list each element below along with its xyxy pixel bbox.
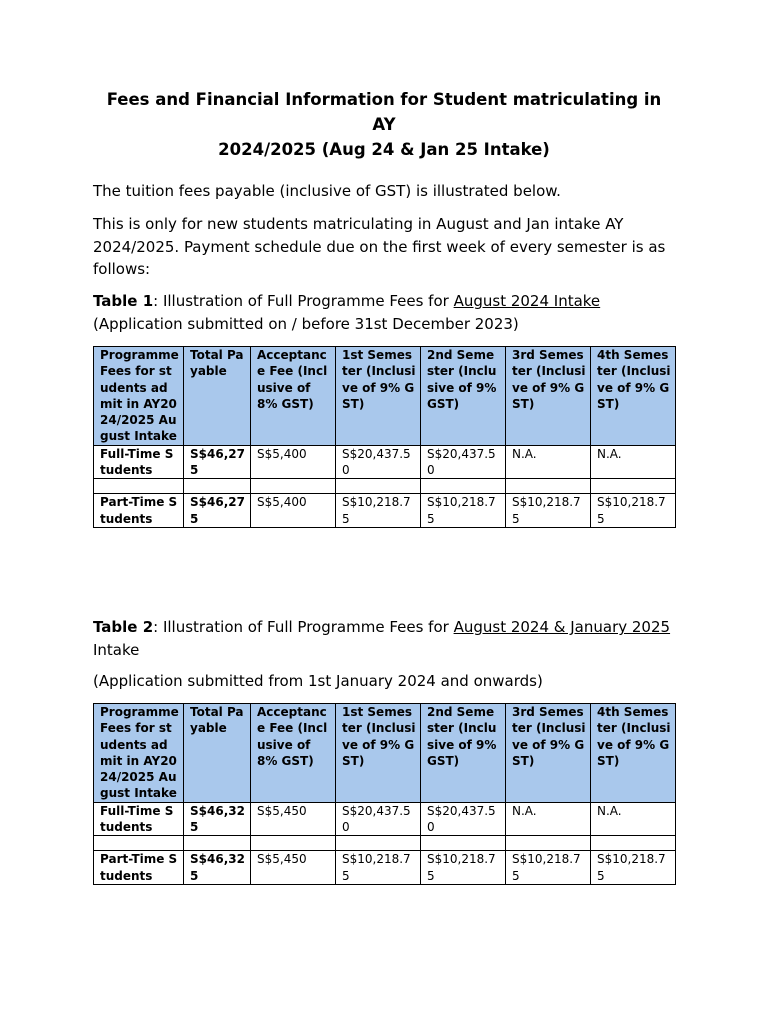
title-line-2: 2024/2025 (Aug 24 & Jan 25 Intake) xyxy=(218,140,550,159)
table-row xyxy=(94,445,676,479)
table-cell: S$20,437.50 xyxy=(336,445,421,479)
intro-paragraph-1: The tuition fees payable (inclusive of GST) is illustrated below. xyxy=(93,182,561,200)
table-1-caption xyxy=(93,290,683,335)
table-cell: S$20,437.50 xyxy=(421,445,506,479)
table-2-subcaption: (Application submitted from 1st January 2024 and onwards) xyxy=(93,672,543,690)
empty-cell xyxy=(591,479,676,494)
empty-cell xyxy=(336,836,421,851)
table-row xyxy=(94,494,676,528)
empty-cell xyxy=(506,479,591,494)
header-cell: Total Payable xyxy=(184,704,251,803)
table-cell: S$10,218.75 xyxy=(421,494,506,528)
table-cell: S$5,450 xyxy=(251,851,336,885)
table-cell: S$10,218.75 xyxy=(506,494,591,528)
table-cell: N.A. xyxy=(591,445,676,479)
table-cell: S$20,437.50 xyxy=(421,802,506,836)
table-2-label: Table 2 xyxy=(93,618,154,636)
table-cell: N.A. xyxy=(506,802,591,836)
header-cell: 2nd Semester (Inclusive of 9% GST) xyxy=(421,347,506,446)
table-2-caption-suffix: Intake xyxy=(93,640,140,659)
table-cell: S$10,218.75 xyxy=(591,851,676,885)
table-1-caption-prefix: : Illustration of Full Programme Fees for xyxy=(153,292,454,310)
table-cell: N.A. xyxy=(506,445,591,479)
empty-cell xyxy=(421,479,506,494)
table-cell: S$10,218.75 xyxy=(336,851,421,885)
empty-cell xyxy=(94,836,184,851)
table-cell: S$5,400 xyxy=(251,445,336,479)
header-cell: Acceptance Fee (Inclusive of 8% GST) xyxy=(251,704,336,803)
table-1-label: Table 1 xyxy=(93,292,154,310)
empty-cell xyxy=(94,479,184,494)
table-2-caption xyxy=(93,616,683,661)
empty-cell xyxy=(506,836,591,851)
table-cell: S$10,218.75 xyxy=(336,494,421,528)
header-cell: Programme Fees for students admit in AY2024/2025 August Intake xyxy=(94,704,184,803)
empty-cell xyxy=(251,479,336,494)
table-header-row xyxy=(94,704,676,803)
empty-cell xyxy=(591,836,676,851)
table-row xyxy=(94,802,676,836)
table-cell: S$5,450 xyxy=(251,802,336,836)
fees-table-1 xyxy=(93,346,676,528)
total-payable-cell: S$46,325 xyxy=(184,851,251,885)
intro-paragraph-2: This is only for new students matriculating in August and Jan intake AY 2024/2025. Payment schedule due on the first week of every semester is as follows: xyxy=(93,215,666,278)
total-payable-cell: S$46,275 xyxy=(184,445,251,479)
row-label-cell: Full-Time Students xyxy=(94,802,184,836)
header-cell: 2nd Semester (Inclusive of 9% GST) xyxy=(421,704,506,803)
table-1-caption-underlined: August 2024 Intake xyxy=(453,292,601,310)
header-cell: 1st Semester (Inclusive of 9% GST) xyxy=(336,347,421,446)
title-line-1: Fees and Financial Information for Student matriculating in AY xyxy=(106,90,662,134)
table-cell: S$20,437.50 xyxy=(336,802,421,836)
page-title xyxy=(93,87,675,162)
table-header-row xyxy=(94,347,676,446)
total-payable-cell: S$46,325 xyxy=(184,802,251,836)
empty-cell xyxy=(184,836,251,851)
table-2-caption-prefix: : Illustration of Full Programme Fees for xyxy=(153,618,454,636)
total-payable-cell: S$46,275 xyxy=(184,494,251,528)
row-label-cell: Full-Time Students xyxy=(94,445,184,479)
header-cell: Programme Fees for students admit in AY2024/2025 August Intake xyxy=(94,347,184,446)
table-cell: S$10,218.75 xyxy=(421,851,506,885)
header-cell: 4th Semester (Inclusive of 9% GST) xyxy=(591,347,676,446)
table-1-caption-suffix: (Application submitted on / before 31st December 2023) xyxy=(93,314,519,333)
table-blank-row xyxy=(94,479,676,494)
empty-cell xyxy=(251,836,336,851)
header-cell: 4th Semester (Inclusive of 9% GST) xyxy=(591,704,676,803)
table-cell: S$10,218.75 xyxy=(591,494,676,528)
table-2-caption-underlined: August 2024 & January 2025 xyxy=(453,618,671,636)
header-cell: 1st Semester (Inclusive of 9% GST) xyxy=(336,704,421,803)
row-label-cell: Part-Time Students xyxy=(94,494,184,528)
header-cell: Total Payable xyxy=(184,347,251,446)
fees-table-2 xyxy=(93,703,676,885)
empty-cell xyxy=(184,479,251,494)
header-cell: 3rd Semester (Inclusive of 9% GST) xyxy=(506,347,591,446)
table-blank-row xyxy=(94,836,676,851)
header-cell: Acceptance Fee (Inclusive of 8% GST) xyxy=(251,347,336,446)
empty-cell xyxy=(421,836,506,851)
empty-cell xyxy=(336,479,421,494)
table-cell: S$5,400 xyxy=(251,494,336,528)
table-row xyxy=(94,851,676,885)
row-label-cell: Part-Time Students xyxy=(94,851,184,885)
table-cell: N.A. xyxy=(591,802,676,836)
table-cell: S$10,218.75 xyxy=(506,851,591,885)
header-cell: 3rd Semester (Inclusive of 9% GST) xyxy=(506,704,591,803)
